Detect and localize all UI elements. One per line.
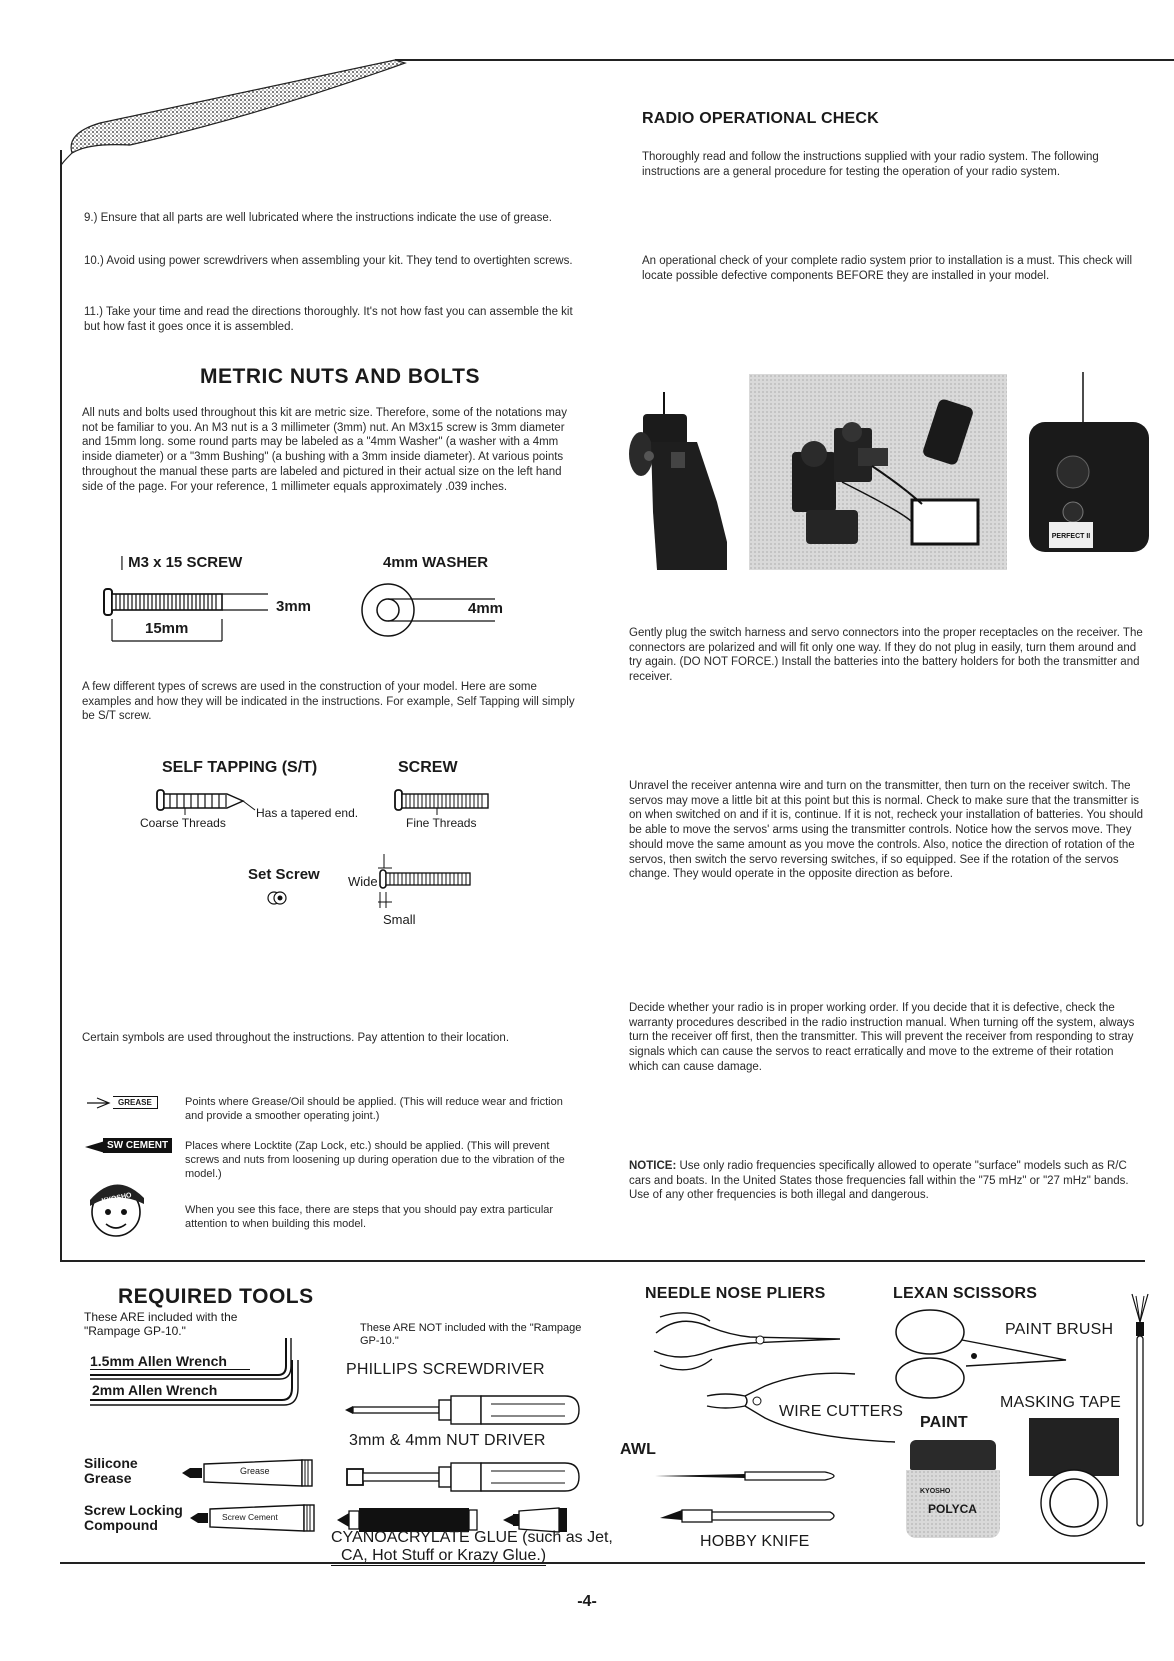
paint-label: PAINT — [920, 1414, 968, 1431]
hobby-knife-label: HOBBY KNIFE — [700, 1533, 810, 1550]
fine-thread-screw-icon — [393, 786, 503, 816]
cyano-line-2: CA, Hot Stuff or Krazy Glue.) — [331, 1547, 546, 1566]
allen-wrench-icon-2 — [90, 1360, 300, 1412]
radio-system-photo — [627, 372, 1157, 574]
included-note: These ARE included with the "Rampage GP-10." — [84, 1310, 238, 1339]
screw-diameter-dimension: 3mm — [276, 598, 312, 615]
screw-length-dimension: 15mm — [145, 620, 189, 637]
paint-jar-icon — [906, 1440, 1002, 1540]
radio-paragraph-3: Gently plug the switch harness and servo connectors into the proper receptacles on the receiver. The connectors are polarized and will fit only one way. If they do not plug in easily, turn them around and try again. (DO NOT FORCE.) Install the batteries into the battery holders for both the transmitter and receiver. — [629, 627, 1143, 684]
page-frame-top-rule — [395, 59, 1174, 61]
tools-box-top-rule — [60, 1260, 1145, 1262]
notice-label: NOTICE: — [629, 1160, 677, 1172]
awl-label: AWL — [620, 1441, 657, 1458]
fine-threads-caption: Fine Threads — [406, 816, 477, 830]
wide-caption: Wide — [348, 874, 378, 889]
cyanoacrylate-glue-label — [331, 1529, 613, 1566]
nut-driver-label: 3mm & 4mm NUT DRIVER — [349, 1432, 546, 1449]
paint-jar-brand: KYOSHO — [920, 1488, 951, 1495]
set-screw-diagram — [378, 852, 478, 912]
set-screw-label: Set Screw — [248, 866, 320, 883]
kyosho-face-icon — [80, 1172, 155, 1242]
cement-tube-text: Screw Cement — [222, 1512, 278, 1522]
symbols-intro: Certain symbols are used throughout the instructions. Pay attention to their location. — [82, 1032, 510, 1044]
cement-symbol-icon — [85, 1138, 175, 1156]
page-curl-graphic — [60, 55, 420, 165]
grease-tube-text: Grease — [240, 1466, 270, 1476]
needle-nose-pliers-label: NEEDLE NOSE PLIERS — [645, 1285, 826, 1302]
paint-brush-label: PAINT BRUSH — [1005, 1321, 1114, 1338]
radio-check-title: RADIO OPERATIONAL CHECK — [642, 110, 879, 127]
radio-paragraph-4: Unravel the receiver antenna wire and turn on the transmitter, then turn on the receiver switch. The servos may move a little bit at this point but this is normal. Check to make sure that the transmitter is on when switched on and if it is, continue. If it is not, recheck your installation of batteries. You should be able to move the servos' arms using the transmitter controls. Notice how the servos move. They should move the same amount as you move the controls. Also, notice the direction of rotation of the servos, then switch the servo reversing switches, if so equipped. See if the rotation of the servos change. They would operate in the opposite direction as before. — [629, 780, 1143, 881]
washer-dimension: 4mm — [468, 600, 504, 617]
phillips-screwdriver-icon — [345, 1390, 585, 1430]
stick-transmitter-illustration — [1023, 372, 1157, 562]
servos-receiver-illustration — [762, 392, 1002, 562]
not-included-note: These ARE NOT included with the "Rampage GP-10." — [360, 1322, 582, 1348]
set-screw-end-icon — [267, 890, 289, 906]
grease-tube-icon — [182, 1458, 317, 1488]
wire-cutters-label: WIRE CUTTERS — [779, 1403, 904, 1420]
small-caption: Small — [383, 912, 416, 927]
self-tapping-label: SELF TAPPING (S/T) — [162, 759, 318, 776]
screw-types-intro: A few different types of screws are used in the construction of your model. Here are some examples and how they will be indicated in the instructions. For example, Self Tapping will simply be S/T screw. — [82, 681, 575, 723]
screw-type-label: SCREW — [398, 759, 458, 776]
radio-paragraph-2: An operational check of your complete radio system prior to installation is a must. This check will locate possible defective components BEFORE they are installed in your model. — [642, 255, 1133, 282]
screw-locking-label: Screw Locking Compound — [84, 1502, 183, 1534]
tip-11: 11.) Take your time and read the directions thoroughly. It's not how fast you can assemble the kit but how fast it goes once it is assembled. — [84, 306, 573, 333]
grease-symbol-text: Points where Grease/Oil should be applied. (This will reduce wear and friction and provide a smoother operating joint.) — [185, 1096, 563, 1123]
metric-paragraph: All nuts and bolts used throughout this kit are metric size. Therefore, some of the notations may not be familiar to you. An M3 nut is a 3 millimeter (3mm) nut. An M3x15 screw is 3mm diameter and 15mm long. some round parts may be labeled as a "4mm Washer" (a washer with a 4mm inside diameter) or a "3mm Bushing" (a bushing with a 3mm inside diameter). At various points throughout the manual these parts are labeled and pictured in their actual size on the left hand side of the page. For your reference, 1 millimeter equals approximately .039 inches. — [82, 407, 567, 493]
metric-section-title: METRIC NUTS AND BOLTS — [200, 365, 480, 388]
nut-driver-icon — [345, 1457, 585, 1497]
face-symbol-text: When you see this face, there are steps that you should pay extra particular attention to when building this model. — [185, 1204, 554, 1231]
paint-brush-icon — [1126, 1292, 1156, 1532]
allen-15-label: 1.5mm Allen Wrench — [90, 1353, 250, 1370]
m3x15-screw-label: | M3 x 15 SCREW — [120, 554, 243, 571]
tip-9: 9.) Ensure that all parts are well lubricated where the instructions indicate the use of grease. — [84, 212, 552, 224]
phillips-screwdriver-label: PHILLIPS SCREWDRIVER — [346, 1361, 545, 1378]
page-frame-left-rule — [60, 150, 62, 1260]
m3x15-screw-diagram — [100, 585, 330, 645]
notice-text: Use only radio frequencies specifically allowed to operate "surface" models such as R/C cars and boats. In the United States those frequencies fall within the "75 mHz" or "27 mHz" bands. Use of any other frequencies is both illegal and dangerous. — [629, 1160, 1129, 1202]
wire-cutters-icon — [705, 1366, 905, 1456]
radio-paragraph-1: Thoroughly read and follow the instructions supplied with your radio system. The following instructions are a general procedure for testing the operation of your radio system. — [642, 151, 1099, 178]
tapered-end-caption: Has a tapered end. — [256, 806, 359, 820]
paint-jar-label: POLYCA — [928, 1502, 977, 1516]
4mm-washer-label: 4mm WASHER — [383, 554, 489, 571]
silicone-grease-label: Silicone Grease — [84, 1455, 138, 1487]
lexan-scissors-label: LEXAN SCISSORS — [893, 1285, 1038, 1302]
grease-symbol-icon — [85, 1095, 165, 1111]
grease-symbol-tag: GREASE — [113, 1096, 158, 1109]
kyosho-face-badge: KYOSHO — [101, 1191, 133, 1206]
cement-symbol-tag: SW CEMENT — [103, 1138, 172, 1153]
coarse-threads-caption: Coarse Threads — [140, 816, 226, 830]
lexan-scissors-icon — [890, 1304, 1070, 1404]
radio-paragraph-5: Decide whether your radio is in proper working order. If you decide that it is defective, check the warranty procedures described in the radio instruction manual. When turning off the system, always turn the receiver off first, then the transmitter. This will prevent the receiver from responding to stray signals which can cause the servos to react erratically and move to the extreme of their rotation which can cause damage. — [629, 1002, 1135, 1073]
notice-paragraph — [629, 1159, 1144, 1203]
pistol-transmitter-illustration — [627, 392, 737, 572]
required-tools-title: REQUIRED TOOLS — [118, 1285, 314, 1308]
transmitter-badge: PERFECT II — [1051, 533, 1091, 540]
allen-2-label: 2mm Allen Wrench — [92, 1382, 218, 1398]
cement-symbol-text: Places where Locktite (Zap Lock, etc.) should be applied. (This will prevent screws and nuts from loosening up during operation due to the vibration of the model.) — [185, 1140, 565, 1181]
cement-tube-icon — [190, 1503, 320, 1533]
tip-10: 10.) Avoid using power screwdrivers when assembling your kit. They tend to overtighten screws. — [84, 255, 573, 267]
page-number: -4- — [577, 1593, 597, 1610]
hobby-knife-icon — [660, 1506, 840, 1526]
cyano-line-1: CYANOACRYLATE GLUE (such as Jet, — [331, 1529, 613, 1546]
awl-icon — [655, 1468, 845, 1484]
masking-tape-icon — [1029, 1418, 1119, 1538]
masking-tape-label: MASKING TAPE — [1000, 1394, 1121, 1411]
